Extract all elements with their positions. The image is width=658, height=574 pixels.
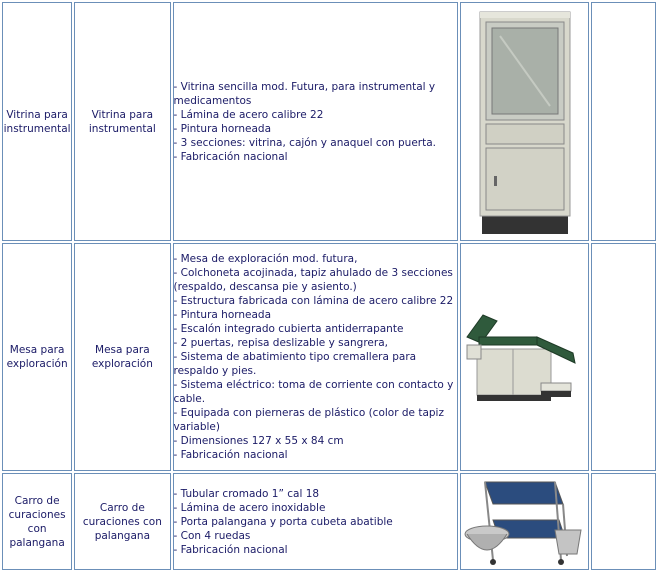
image-cell bbox=[460, 243, 588, 471]
description-line: - Lámina de acero inoxidable bbox=[173, 501, 326, 514]
item-name-cell bbox=[74, 2, 170, 241]
description-line: - Sistema de abatimiento tipo cremallera para respaldo y pies. bbox=[173, 351, 420, 377]
description-line: - Fabricación nacional bbox=[173, 449, 288, 461]
description-line: - Pintura horneada bbox=[173, 309, 272, 321]
description-line: - Dimensiones 127 x 55 x 84 cm bbox=[173, 435, 344, 447]
description-line: - 2 puertas, repisa deslizable y sangrera, bbox=[173, 337, 388, 349]
dressing-cart-image bbox=[463, 476, 587, 568]
empty-cell bbox=[591, 2, 656, 241]
description-line: - Lámina de acero calibre 22 bbox=[173, 108, 324, 121]
description-line: - Pintura horneada bbox=[173, 122, 272, 135]
description-line: - Estructura fabricada con lámina de acero calibre 22 bbox=[173, 295, 454, 307]
description-line: - Colchoneta acojinada, tapiz ahulado de 3 secciones (respaldo, descansa pie y asiento.) bbox=[173, 267, 457, 293]
table-row bbox=[2, 243, 656, 471]
empty-cell bbox=[591, 473, 656, 570]
glass-cabinet-image bbox=[470, 6, 580, 238]
description-line: - Vitrina sencilla mod. Futura, para instrumental y medicamentos bbox=[173, 80, 439, 107]
description-line: - 3 secciones: vitrina, cajón y anaquel con puerta. bbox=[173, 136, 436, 149]
item-name-cell bbox=[74, 473, 170, 570]
description-line: - Escalón integrado cubierta antiderrapante bbox=[173, 323, 404, 335]
item-name: Mesa para exploración bbox=[91, 344, 153, 370]
image-cell bbox=[460, 2, 588, 241]
item-name: Mesa para exploración bbox=[6, 344, 68, 370]
description-line: - Equipada con pierneras de plástico (color de tapiz variable) bbox=[173, 407, 448, 433]
description-line: - Fabricación nacional bbox=[173, 543, 288, 556]
examination-table-image bbox=[463, 297, 587, 417]
description-cell bbox=[173, 243, 459, 471]
item-name-cell bbox=[2, 243, 72, 471]
description-line: - Sistema eléctrico: toma de corriente con contacto y cable. bbox=[173, 379, 457, 405]
description-line: - Con 4 ruedas bbox=[173, 529, 251, 542]
item-name: Vitrina para instrumental bbox=[88, 108, 156, 135]
item-name-cell bbox=[2, 473, 72, 570]
description-line: - Fabricación nacional bbox=[173, 150, 288, 163]
image-cell bbox=[460, 473, 588, 570]
empty-cell bbox=[591, 243, 656, 471]
table-row bbox=[2, 2, 656, 241]
item-name: Carro de curaciones con palangana bbox=[82, 501, 162, 542]
description-line: - Tubular cromado 1” cal 18 bbox=[173, 487, 320, 500]
item-name-cell bbox=[74, 243, 170, 471]
table-row bbox=[2, 473, 656, 570]
item-name: Carro de curaciones con palangana bbox=[8, 494, 66, 549]
description-line: - Mesa de exploración mod. futura, bbox=[173, 253, 358, 265]
item-name: Vitrina para instrumental bbox=[3, 108, 71, 135]
description-cell bbox=[173, 473, 459, 570]
item-name-cell bbox=[2, 2, 72, 241]
description-cell bbox=[173, 2, 459, 241]
description-line: - Porta palangana y porta cubeta abatible bbox=[173, 515, 393, 528]
